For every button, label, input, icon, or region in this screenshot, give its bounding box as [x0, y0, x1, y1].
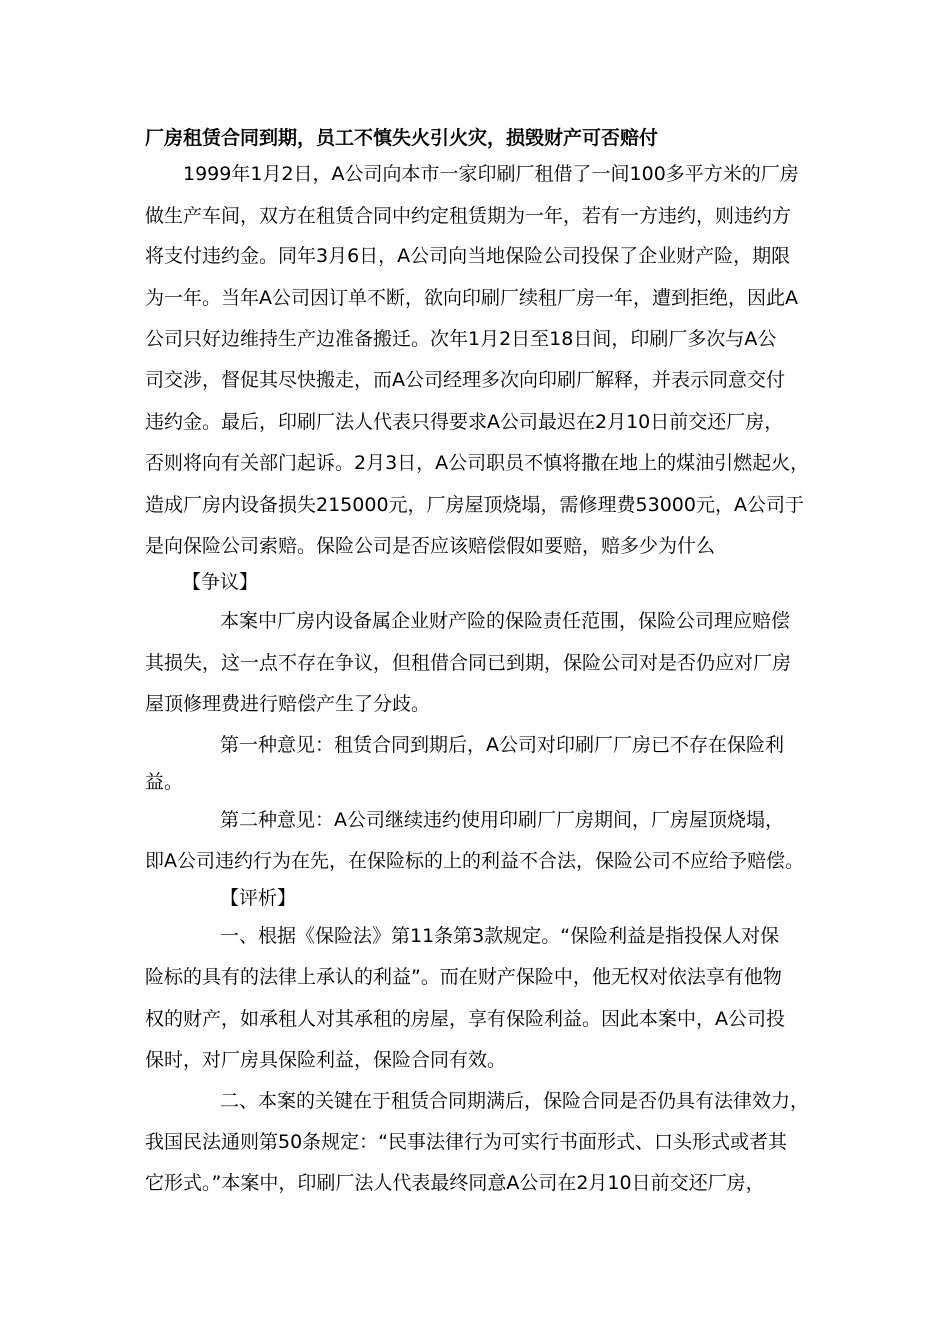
- analysis2-line: 我国民法通则第50条规定：“民事法律行为可实行书面形式、口头形式或者其: [145, 1131, 788, 1153]
- dispute-heading: 【争议】: [182, 571, 259, 593]
- case-line: 将支付违约金。同年3月6日，A公司向当地保险公司投保了企业财产险，期限: [145, 245, 791, 267]
- analysis-heading: 【评析】: [220, 887, 297, 909]
- case-line: 是向保险公司索赔。保险公司是否应该赔偿假如要赔，赔多少为什么: [145, 535, 716, 557]
- dispute-line: 本案中厂房内设备属企业财产险的保险责任范围，保险公司理应赔偿: [220, 610, 791, 632]
- opinion1-line: 益。: [145, 771, 184, 793]
- document-title: 厂房租赁合同到期，员工不慎失火引火灾，损毁财产可否赔付: [145, 127, 659, 149]
- case-line: 造成厂房内设备损失215000元，厂房屋顶烧塌，需修理费53000元，A公司于: [145, 494, 804, 516]
- analysis1-line: 一、根据《保险法》第11条第3款规定。“保险利益是指投保人对保: [220, 925, 780, 947]
- analysis1-line: 权的财产，如承租人对其承租的房屋，享有保险利益。因此本案中，A公司投: [145, 1008, 785, 1030]
- case-line: 公司只好边维持生产边准备搬迁。次年1月2日至18日间，印刷厂多次与A公: [145, 328, 777, 350]
- opinion1-line: 第一种意见：租赁合同到期后，A公司对印刷厂厂房已不存在保险利: [220, 734, 784, 756]
- analysis2-line: 它形式。”本案中，印刷厂法人代表最终同意A公司在2月10日前交还厂房，: [145, 1172, 765, 1194]
- opinion2-line: 即A公司违约行为在先，在保险标的上的利益不合法，保险公司不应给予赔偿。: [145, 850, 804, 872]
- case-line: 违约金。最后，印刷厂法人代表只得要求A公司最迟在2月10日前交还厂房，: [145, 411, 784, 433]
- case-line: 司交涉，督促其尽快搬走，而A公司经理多次向印刷厂解释，并表示同意交付: [145, 369, 785, 391]
- analysis2-line: 二、本案的关键在于租赁合同期满后，保险合同是否仍具有法律效力，: [220, 1090, 810, 1112]
- case-line: 为一年。当年A公司因订单不断，欲向印刷厂续租厂房一年，遭到拒绝，因此A: [145, 287, 798, 309]
- case-line: 做生产车间，双方在租赁合同中约定租赁期为一年，若有一方违约，则违约方: [145, 205, 792, 227]
- analysis1-line: 保时，对厂房具保险利益，保险合同有效。: [145, 1049, 507, 1071]
- dispute-line: 其损失，这一点不存在争议，但租借合同已到期，保险公司对是否仍应对厂房: [145, 652, 792, 674]
- case-line: 1999年1月2日，A公司向本市一家印刷厂租借了一间100多平方米的厂房: [183, 163, 799, 185]
- case-line: 否则将向有关部门起诉。2月3日，A公司职员不慎将撒在地上的煤油引燃起火，: [145, 452, 810, 474]
- analysis1-line: 险标的具有的法律上承认的利益”。而在财产保险中，他无权对依法享有他物: [145, 966, 782, 988]
- dispute-line: 屋顶修理费进行赔偿产生了分歧。: [145, 693, 431, 715]
- opinion2-line: 第二种意见：A公司继续违约使用印刷厂厂房期间，厂房屋顶烧塌，: [220, 809, 784, 831]
